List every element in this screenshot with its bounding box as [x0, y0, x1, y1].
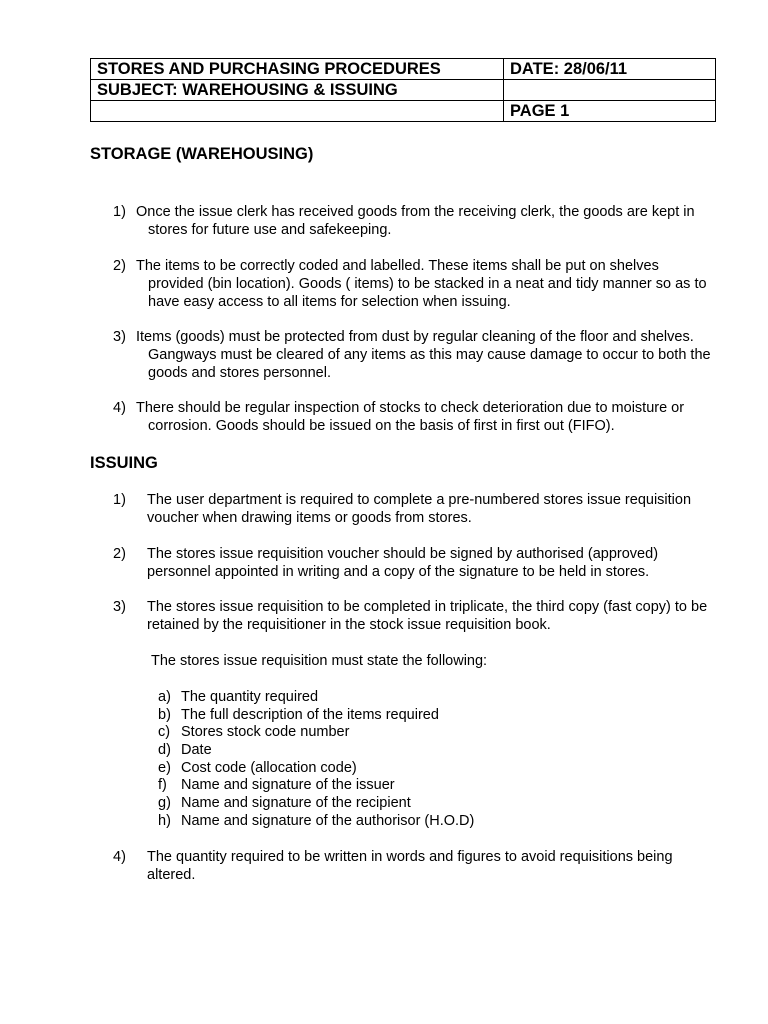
- issuing-heading: ISSUING: [90, 454, 158, 472]
- list-item-text: Stores stock code number: [181, 724, 350, 741]
- list-item: [158, 776, 474, 794]
- issuing-item: [113, 545, 713, 581]
- list-item-letter: e): [158, 759, 171, 776]
- list-item: [158, 706, 474, 724]
- issuing-item-number: 1): [113, 492, 126, 508]
- list-item-letter: a): [158, 689, 171, 705]
- list-item-text: The quantity required: [181, 689, 319, 705]
- list-item-text: Cost code (allocation code): [181, 759, 357, 776]
- storage-item-text: The items to be correctly coded and labelled. These items shall be put on shelves provided (bin location). Goods ( items) to be stacked in a neat and tidy manner so as to have easy access to all items for selection when issuing.: [136, 258, 707, 310]
- list-item-letter: g): [158, 795, 171, 812]
- list-item-text: The full description of the items required: [181, 706, 439, 723]
- list-item-text: Date: [181, 742, 212, 759]
- storage-item-text: Once the issue clerk has received goods from the receiving clerk, the goods are kept in stores for future use and safekeeping.: [136, 204, 695, 238]
- list-item: [158, 688, 474, 706]
- issuing-item-text: The stores issue requisition to be completed in triplicate, the third copy (fast copy) to be retained by the requisitioner in the stock issue requisition book.: [147, 599, 708, 633]
- storage-item: [113, 257, 713, 311]
- issuing-item-text: The quantity required to be written in words and figures to avoid requisitions being altered.: [147, 849, 673, 883]
- issuing-item: [113, 491, 713, 527]
- storage-heading: STORAGE (WAREHOUSING): [90, 145, 314, 163]
- storage-item-number: 4): [113, 400, 126, 416]
- storage-item: [113, 399, 713, 435]
- storage-item-number: 3): [113, 329, 126, 345]
- issuing-item-number: 3): [113, 599, 126, 615]
- header-date: DATE: 28/06/11: [504, 59, 716, 80]
- storage-item-text: Items (goods) must be protected from dust by regular cleaning of the floor and shelves. Gangways must be cleared of any items as this may cause damage to occur to both the goods and stores personnel.: [136, 329, 711, 381]
- issuing-item-text: The stores issue requisition voucher should be signed by authorised (approved) personnel appointed in writing and a copy of the signature to be held in stores.: [147, 546, 659, 580]
- list-item: [158, 723, 474, 741]
- issuing-item: [113, 848, 713, 884]
- list-item-letter: d): [158, 742, 171, 759]
- header-table: [90, 58, 716, 122]
- list-item-text: Name and signature of the authorisor (H.O.D): [181, 812, 475, 829]
- storage-item-number: 2): [113, 258, 126, 274]
- issuing-item-text: The user department is required to complete a pre-numbered stores issue requisition voucher when drawing items or goods from stores.: [147, 492, 692, 526]
- issuing-item-number: 2): [113, 546, 126, 562]
- storage-item: [113, 328, 713, 382]
- header-page: PAGE 1: [504, 101, 716, 122]
- must-state-text: The stores issue requisition must state the following:: [151, 653, 488, 669]
- header-empty-cell: [504, 80, 716, 101]
- list-item-letter: f): [158, 777, 167, 794]
- list-item: [158, 759, 474, 777]
- storage-item-number: 1): [113, 204, 126, 220]
- list-item-text: Name and signature of the issuer: [181, 777, 395, 794]
- requisition-requirements-list: [158, 688, 474, 830]
- issuing-item: [113, 598, 713, 634]
- list-item: [158, 794, 474, 812]
- storage-item-text: There should be regular inspection of stocks to check deterioration due to moisture or corrosion. Goods should be issued on the basis of first in first out (FIFO).: [136, 400, 685, 434]
- list-item: [158, 812, 474, 830]
- list-item: [158, 741, 474, 759]
- list-item-letter: b): [158, 706, 171, 723]
- header-title: STORES AND PURCHASING PROCEDURES: [91, 59, 504, 80]
- storage-item: [113, 203, 713, 239]
- list-item-letter: c): [158, 724, 171, 741]
- header-subject: SUBJECT: WAREHOUSING & ISSUING: [91, 80, 504, 101]
- list-item-text: Name and signature of the recipient: [181, 795, 411, 812]
- header-empty-cell: [91, 101, 504, 122]
- list-item-letter: h): [158, 812, 171, 829]
- issuing-item-number: 4): [113, 849, 126, 865]
